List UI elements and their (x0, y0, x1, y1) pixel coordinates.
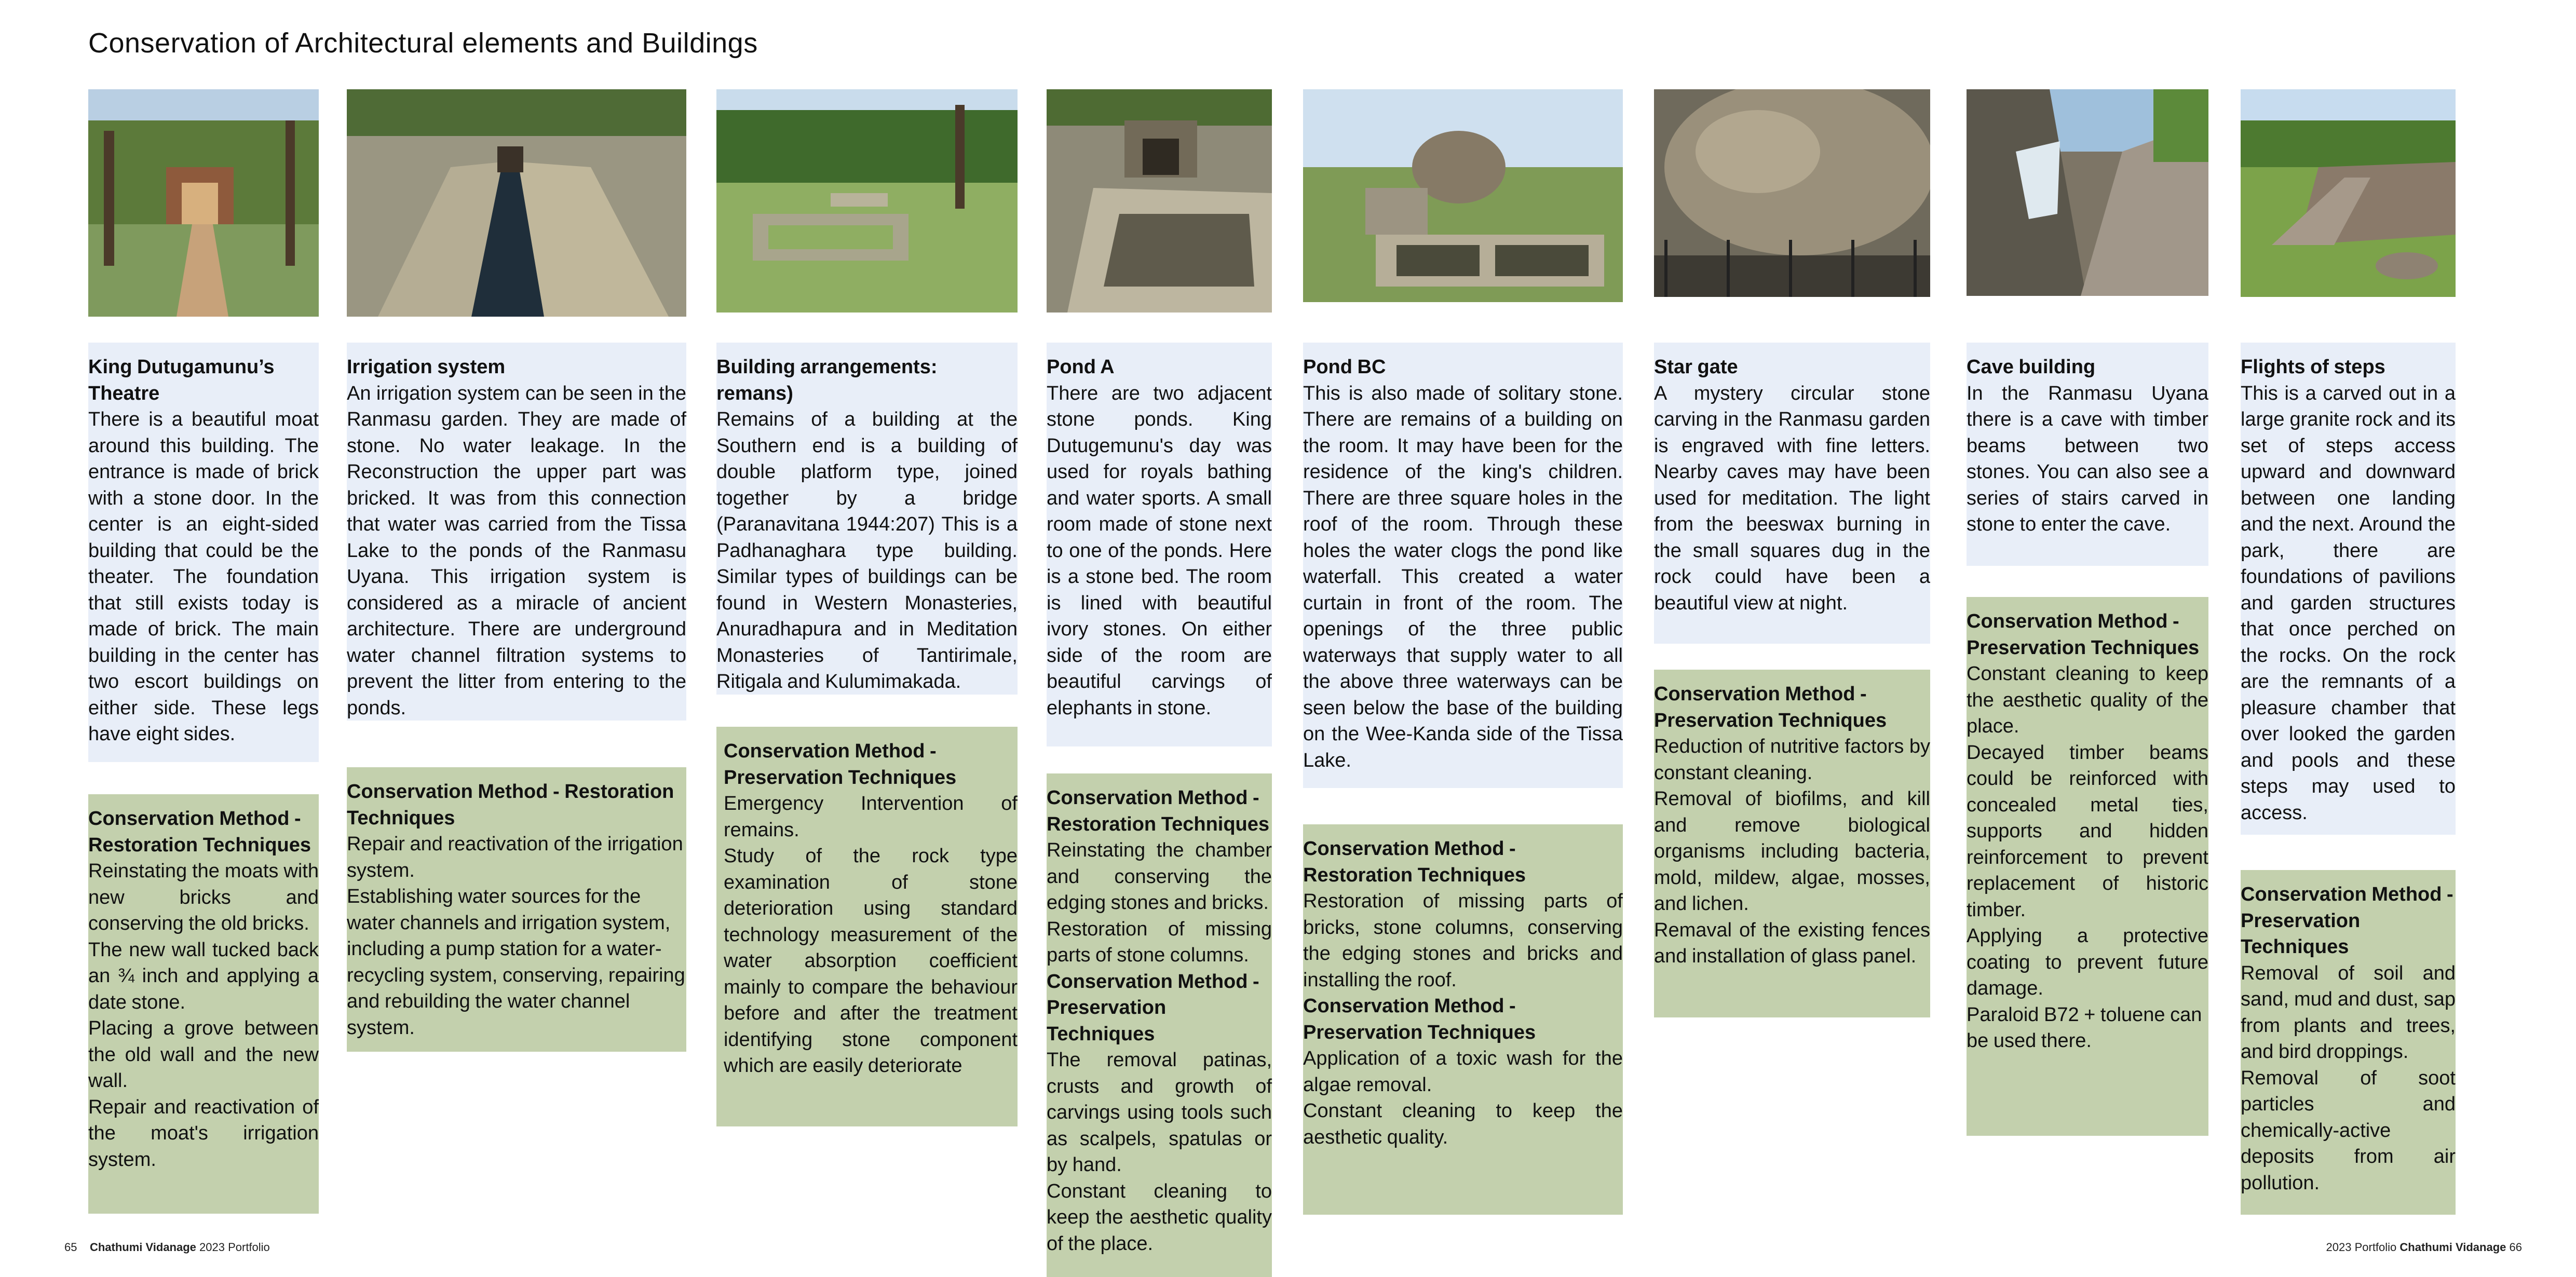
conservation-box-star-gate (1654, 670, 1930, 1017)
conservation-box-building-arrangements (716, 727, 1018, 1126)
description-box-flights-of-steps (2241, 343, 2456, 835)
conservation-heading: Conservation Method - Preservation Techniques (1967, 610, 2200, 659)
conservation-item: Reinstating the chamber and conserving the edging stones and bricks. (1047, 839, 1272, 914)
column-pond-bc (1303, 89, 1623, 302)
column-flights-of-steps (2241, 89, 2456, 297)
page-title: Conservation of Architectural elements and Buildings (88, 28, 758, 59)
description-heading: Irrigation system (347, 356, 506, 378)
conservation-heading: Conservation Method - Preservation Techniques (1303, 995, 1536, 1043)
description-text: Remains of a building at the Southern end is a building of double platform type, joined together by a bridge (Paranavitana 1944:207) This is a Padhanaghara type building. Similar types of buildings can be found in Western Monasteries, Anuradhapura and in Meditation Monasteries of Tantirimale, Ritigala and Kulumimakada. (716, 409, 1018, 692)
description-box-pond-a (1047, 343, 1272, 746)
conservation-item: Constant cleaning to keep the aesthetic quality of the place. (1047, 1180, 1272, 1255)
conservation-heading: Conservation Method - Restoration Techniques (347, 781, 674, 829)
column-theatre (88, 89, 319, 317)
conservation-heading: Conservation Method - Preservation Techniques (1047, 970, 1259, 1045)
description-text: This is also made of solitary stone. There are remains of a building on the room. It may have been for the residence of the king's children. There are three square holes in the roof of the room. Through these holes the water clogs the pond like waterfall. This created a water curtain in front of the room. The openings of the three public waterways that supply water to all the above three waterways can be seen below the base of the building on the Wee-Kanda side of the Tissa Lake. (1303, 382, 1623, 771)
conservation-item: The new wall tucked back an ¾ inch and applying a date stone. (88, 939, 319, 1013)
column-pond-a (1047, 89, 1272, 313)
description-box-pond-bc (1303, 343, 1623, 788)
description-text: There is a beautiful moat around this building. The entrance is made of brick with a stone door. In the center is an eight-sided building that could be the theater. The foundation that still exists today is made of brick. The main building in the center has two escort buildings on either side. These legs have eight sides. (88, 409, 319, 745)
conservation-item: Placing a grove between the old wall and the new wall. (88, 1017, 319, 1092)
page-number: 66 (2509, 1241, 2522, 1254)
author-name: Chathumi Vidanage (2399, 1241, 2506, 1254)
cave-building-photo (1967, 89, 2208, 296)
column-star-gate (1654, 89, 1930, 297)
description-box-irrigation (347, 343, 686, 721)
conservation-box-pond-a (1047, 773, 1272, 1277)
pond-a-photo (1047, 89, 1272, 313)
description-heading: Building arrangements: remans) (716, 356, 938, 404)
description-heading: Flights of steps (2241, 356, 2385, 378)
conservation-box-cave-building (1967, 597, 2208, 1136)
conservation-heading: Conservation Method - Preservation Techniques (1654, 683, 1887, 731)
column-cave-building (1967, 89, 2208, 296)
conservation-item: Applying a protective coating to prevent future damage. (1967, 925, 2208, 999)
conservation-item: Restoration of missing parts of bricks, stone columns, conserving the edging stones and bricks and installing the roof. (1303, 890, 1623, 991)
conservation-item: Constant cleaning to keep the aesthetic quality of the place. (1967, 663, 2208, 737)
description-text: A mystery circular stone carving in the Ranmasu garden is engraved with fine letters. Nearby caves may have been used for meditation. The light from the beeswax burning in the small squares dug in the rock could have been a beautiful view at night. (1654, 382, 1930, 614)
page-number: 65 (64, 1241, 77, 1254)
description-box-theatre (88, 343, 319, 762)
author-name: Chathumi Vidanage (89, 1241, 196, 1254)
conservation-item: Remaval of the existing fences and installation of glass panel. (1654, 919, 1930, 967)
conservation-box-theatre (88, 794, 319, 1214)
description-box-building-arrangements (716, 343, 1018, 695)
conservation-item: Repair and reactivation of the moat's irrigation system. (88, 1096, 319, 1171)
conservation-heading: Conservation Method - Restoration Techniques (88, 808, 311, 856)
conservation-item: Study of the rock type examination of stone deterioration using standard technology measurement of the water absorption coefficient mainly to compare the behaviour before and after the treatment identifying stone component which are easily deteriorate (724, 845, 1018, 1077)
conservation-box-irrigation (347, 767, 686, 1052)
conservation-item: Reinstating the moats with new bricks and conserving the old bricks. (88, 860, 319, 934)
description-text: An irrigation system can be seen in the Ranmasu garden. They are made of stone. No water leakage. In the Reconstruction the upper part was bricked. It was from this connection that water was carried from the Tissa Lake to the ponds of the Ranmasu Uyana. This irrigation system is considered as a miracle of ancient architecture. There are underground water channel filtration systems to prevent the litter from entering to the ponds. (347, 382, 686, 719)
column-building-arrangements (716, 89, 1018, 313)
conservation-item: Repair and reactivation of the irrigation system. (347, 833, 683, 881)
description-box-star-gate (1654, 343, 1930, 644)
description-text: This is a carved out in a large granite rock and its set of steps access upward and downward between one landing and the next. Around the park, there are foundations of pavilions and garden structures that once perched on the rocks. On the rock are the remnants of a pleasure chamber that over looked the garden and pools and these steps may used to access. (2241, 382, 2456, 824)
description-heading: Star gate (1654, 356, 1738, 378)
conservation-heading: Conservation Method - Preservation Techniques (2241, 884, 2453, 958)
footer-right (2326, 1241, 2522, 1254)
flights-of-steps-photo (2241, 89, 2456, 297)
portfolio-label: 2023 Portfolio (199, 1241, 270, 1254)
star-gate-rock-photo (1654, 89, 1930, 297)
description-box-cave-building (1967, 343, 2208, 566)
description-heading: Pond A (1047, 356, 1115, 378)
description-text: In the Ranmasu Uyana there is a cave with timber beams between two stones. You can also see a series of stairs carved in stone to enter the cave. (1967, 382, 2208, 535)
gateway-ruins-photo (88, 89, 319, 317)
conservation-heading: Conservation Method - Restoration Techniques (1303, 838, 1526, 886)
building-foundations-photo (716, 89, 1018, 313)
pond-bc-photo (1303, 89, 1623, 302)
conservation-heading: Conservation Method - Preservation Techniques (724, 740, 957, 789)
conservation-item: The removal patinas, crusts and growth of carvings using tools such as scalpels, spatulas or by hand. (1047, 1049, 1272, 1176)
conservation-item: Restoration of missing parts of stone columns. (1047, 918, 1272, 966)
conservation-item: Emergency Intervention of remains. (724, 793, 1018, 841)
conservation-item: Application of a toxic wash for the algae removal. (1303, 1048, 1623, 1096)
conservation-heading: Conservation Method - Restoration Techniques (1047, 787, 1270, 835)
description-text: There are two adjacent stone ponds. King Dutugemunu's day was used for royals bathing and water sports. A small room made of stone next to one of the ponds. Here is a stone bed. The room is lined with beautiful ivory stones. On either side of the room are beautiful carvings of elephants in stone. (1047, 382, 1272, 719)
conservation-item: Establishing water sources for the water channels and irrigation system, including a pump station for a water-recycling system, conserving, repairing and rebuilding the water channel system. (347, 886, 685, 1039)
conservation-item: Constant cleaning to keep the aesthetic quality. (1303, 1100, 1623, 1148)
conservation-item: Removal of soil and sand, mud and dust, sap from plants and trees, and bird droppings. (2241, 962, 2456, 1063)
conservation-item: Removal of soot particles and chemically-active deposits from air pollution. (2241, 1067, 2456, 1194)
conservation-item: Reduction of nutritive factors by constant cleaning. (1654, 736, 1930, 784)
description-heading: Pond BC (1303, 356, 1386, 378)
conservation-box-pond-bc (1303, 824, 1623, 1215)
portfolio-label: 2023 Portfolio (2326, 1241, 2397, 1254)
conservation-item: Removal of biofilms, and kill and remove biological organisms including bacteria, mold, mildew, algae, mosses, and lichen. (1654, 788, 1930, 915)
description-heading: King Dutugamunu’s Theatre (88, 356, 275, 404)
column-irrigation (347, 89, 686, 317)
irrigation-channel-photo (347, 89, 686, 317)
description-heading: Cave building (1967, 356, 2096, 378)
conservation-item: Paraloid B72 + toluene can be used there. (1967, 1003, 2202, 1052)
conservation-item: Decayed timber beams could be reinforced with concealed metal ties, supports and hidden reinforcement to prevent replacement of historic timber. (1967, 741, 2208, 921)
footer-left (64, 1241, 270, 1254)
conservation-box-flights-of-steps (2241, 870, 2456, 1215)
